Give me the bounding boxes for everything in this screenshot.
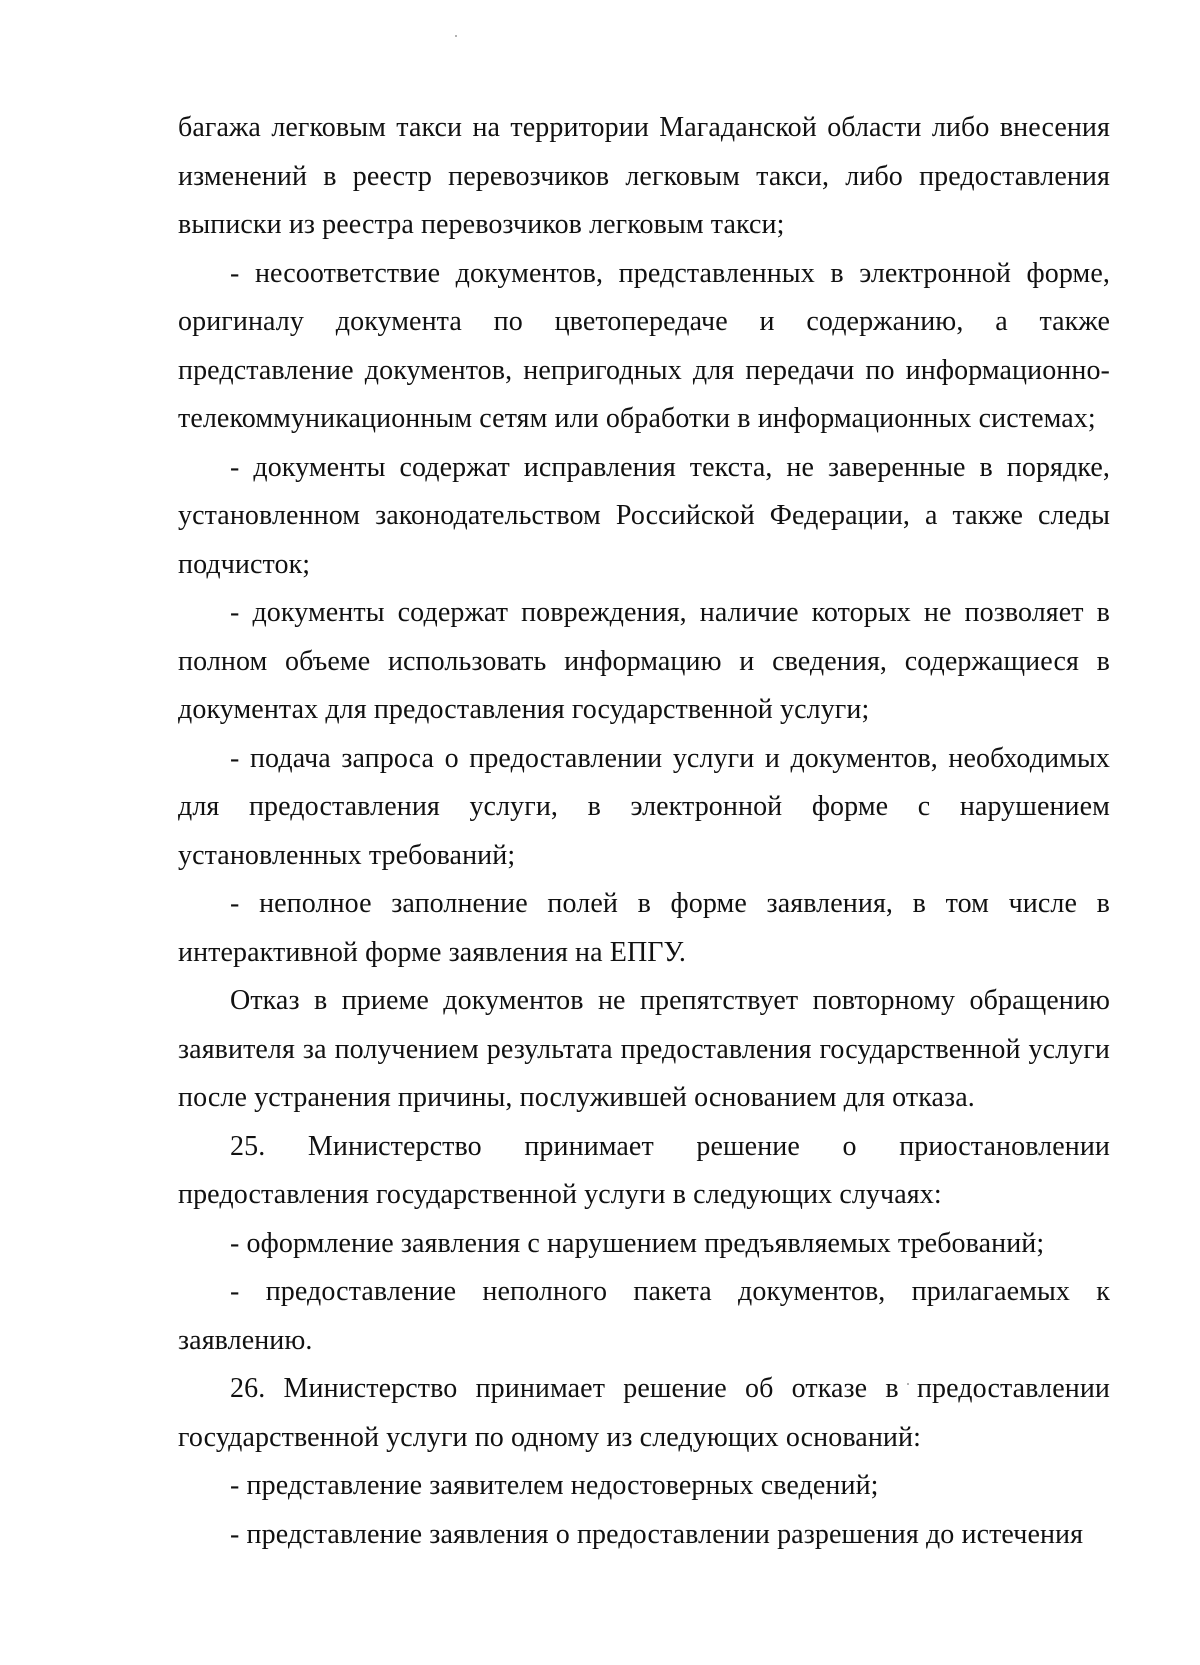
list-item-false-info: - представление заявителем недостоверных сведений; [230,1470,879,1501]
list-item-request-violation: - подача запроса о предоставлении услуги и документов, необходимых для предоставления услуги, в электронной форме с нарушением установленных требований; [178,742,1110,871]
paragraph-clause-25: 25. Министерство принимает решение о приостановлении предоставления государственной услуги в следующих случаях: [178,1130,1110,1210]
list-item-premature-application: - представление заявления о предоставлении разрешения до истечения [230,1518,1084,1550]
paragraph-refusal-note: Отказ в приеме документов не препятствует повторному обращению заявителя за получением результата предоставления государственной услуги после устранения причины, послужившей основанием для отказа. [178,985,1110,1113]
list-item-nonconformity: - несоответствие документов, представленных в электронной форме, оригиналу документа по цветопередаче и содержанию, а также представление документов, непригодных для передачи по информационно-телекоммуникационным сетям или обработки в информационных системах; [178,257,1110,434]
list-item-incomplete-package: - предоставление неполного пакета документов, прилагаемых к заявлению. [178,1276,1110,1356]
list-item-corrections: - документы содержат исправления текста, не заверенные в порядке, установленном законодательством Российской Федерации, а также следы подчисток; [178,451,1110,580]
paragraph-continuation: багажа легковым такси на территории Магаданской области либо внесения изменений в реестр перевозчиков легковым такси, либо предоставления выписки из реестра перевозчиков легковым такси; [178,112,1110,240]
document-body [178,104,1110,1559]
list-item-incomplete-fields: - неполное заполнение полей в форме заявления, в том числе в интерактивной форме заявления на ЕПГУ. [178,888,1110,968]
scan-speck [455,35,457,37]
paragraph-clause-26: 26. Министерство принимает решение об отказе в предоставлении государственной услуги по одному из следующих оснований: [178,1373,1110,1453]
list-item-damage: - документы содержат повреждения, наличие которых не позволяет в полном объеме использовать информацию и сведения, содержащиеся в документах для предоставления государственной услуги; [178,597,1110,725]
list-item-form-violation: - оформление заявления с нарушением предъявляемых требований; [230,1227,1045,1259]
